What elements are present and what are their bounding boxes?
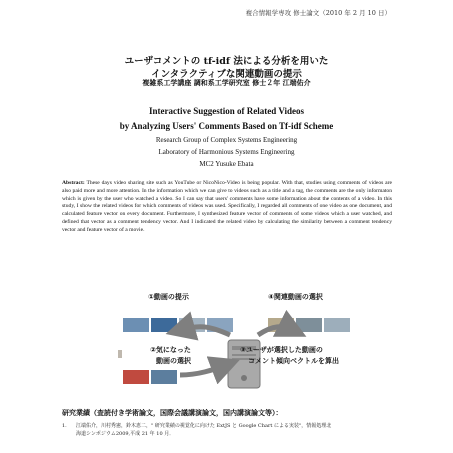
figure-label-step3-line1: ③ユーザが選択した動画の bbox=[240, 346, 323, 354]
author: MC2 Yusuke Ebata bbox=[199, 160, 254, 168]
overview-figure bbox=[118, 290, 358, 405]
header-note: 複合情報学専攻 修士論文（2010 年 2 月 10 日） bbox=[245, 9, 391, 17]
en-title-line2: by Analyzing Users' Comments Based on Tf-idf Scheme bbox=[119, 121, 334, 131]
jp-title-line2: インタラクティブな関連動画の提示 bbox=[151, 69, 302, 80]
abstract bbox=[62, 180, 392, 235]
figure-label-step4: ④関連動画の選択 bbox=[268, 293, 323, 301]
jp-title-line1: ユーザコメントの tf-idf 法による分析を用いた bbox=[124, 56, 329, 67]
laboratory: Laboratory of Harmonious Systems Engineering bbox=[158, 148, 295, 156]
figure-label-step1: ①動画の提示 bbox=[148, 293, 189, 301]
reference-line1: 江端佑介，川村秀憲，鈴木恵二，" 研究業績の視覚化に向けた ExtJS と Google Chart による実装"，情報処理北 bbox=[76, 423, 332, 429]
abstract-label: Abstract: bbox=[62, 180, 85, 186]
selected-video-thumbnails bbox=[123, 370, 177, 384]
figure-label-step3-line2: コメント傾向ベクトルを算出 bbox=[248, 357, 339, 365]
figure-label-step2-line1: ②気になった bbox=[150, 346, 191, 354]
achievements-title: 研究業績（査読付き学術論文，国際会議講演論文，国内講演論文等）： bbox=[62, 408, 283, 417]
user-person-icon bbox=[118, 322, 122, 368]
abstract-text: These days video sharing site such as YouTube or NicoNico-Video is being popular. With that, studies using comments of videos are also paid more and more attention. In the information which we can give to videos such as a title and a tag, the comments are the only informaton which is given by the user who watched a video. So I can say that users' comments have some information about the contents of a video. In this study, I show the related videos for which comments of videos was used. Specifically, I regarded all comments of one video as one document, and calculated feature vector on every document. Furthermore, I synthesized feature vector of comments of some videos which a user watched, and defined that vector as a comment tendency vector. And I indicated the related video by calculating the similarity between a comment tendency vector and feature vector of a movie. bbox=[62, 180, 392, 233]
en-title-line1: Interactive Suggestion of Related Videos bbox=[149, 106, 304, 116]
reference-number: 1. bbox=[62, 423, 67, 429]
jp-affiliation: 複雑系工学講座 調和系工学研究室 修士２年 江端佑介 bbox=[142, 78, 311, 87]
reference-line2: 海道シンポジウム2009,平成 21 年 10 月． bbox=[76, 431, 175, 437]
reference-item bbox=[62, 422, 397, 438]
research-group: Research Group of Complex Systems Engineering bbox=[155, 136, 298, 144]
figure-label-step2-line2: 動画の選択 bbox=[156, 357, 191, 365]
